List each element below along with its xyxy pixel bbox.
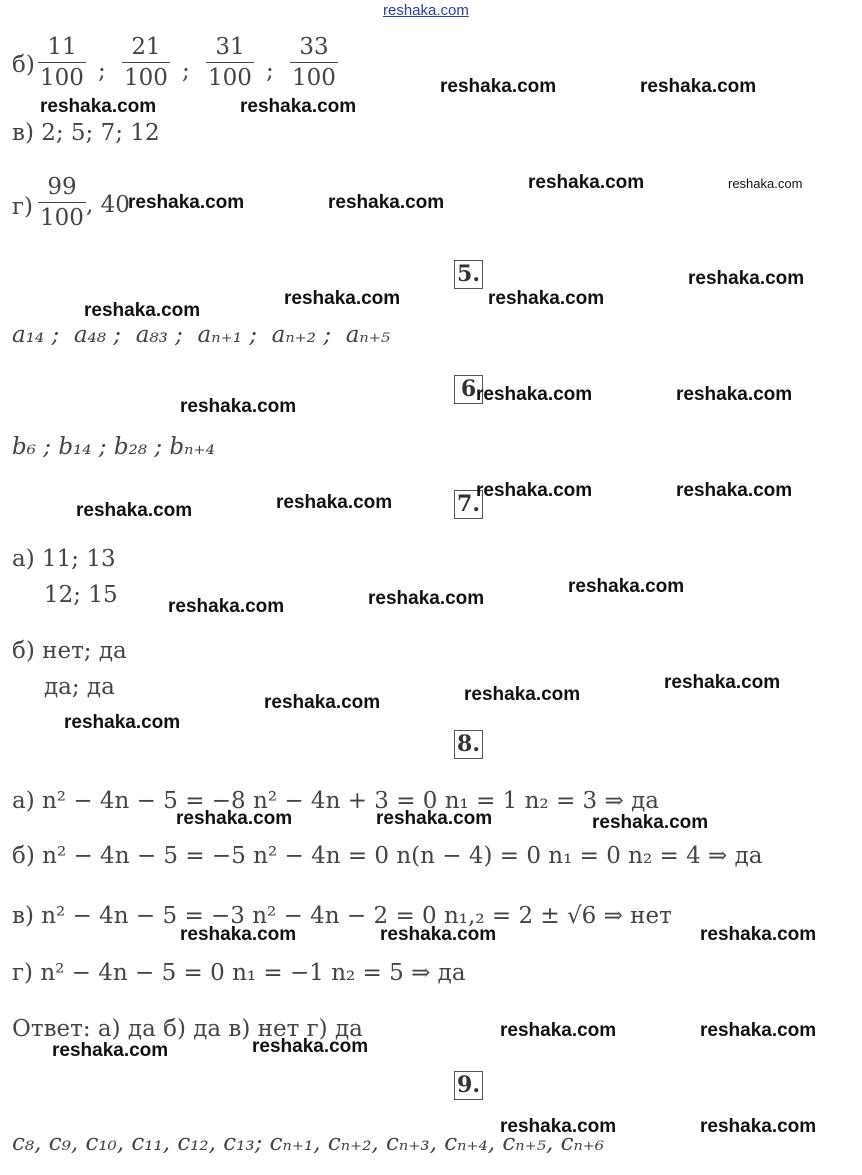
watermark[interactable]: reshaka.com [168, 596, 285, 617]
watermark[interactable]: reshaka.com [84, 300, 201, 321]
item-8a: а) n² − 4n − 5 = −8 n² − 4n + 3 = 0 n₁ = 1 n₂ = 3 ⇒ да [12, 788, 659, 814]
item-8b: б) n² − 4n − 5 = −5 n² − 4n = 0 n(n − 4) = 0 n₁ = 0 n₂ = 4 ⇒ да [12, 843, 763, 869]
watermark[interactable]: reshaka.com [240, 96, 357, 117]
sequence-a-terms [12, 322, 390, 348]
task-number-6: 6 [454, 375, 483, 404]
watermark[interactable]: reshaka.com [368, 588, 485, 609]
numerator: 31 [215, 34, 245, 60]
item-7a-line2: 12; 15 [44, 582, 118, 608]
watermark[interactable]: reshaka.com [180, 396, 297, 417]
watermark[interactable]: reshaka.com [176, 808, 293, 829]
watermark-top[interactable]: reshaka.com [383, 2, 469, 19]
watermark[interactable]: reshaka.com [476, 384, 593, 405]
watermark[interactable]: reshaka.com [640, 76, 757, 97]
sequence-c-terms: c₈, c₉, c₁₀, c₁₁, c₁₂, c₁₃; cₙ₊₁, cₙ₊₂, cₙ₊₃, cₙ₊₄, cₙ₊₅, cₙ₊₆ [12, 1130, 605, 1156]
watermark[interactable]: reshaka.com [500, 1116, 617, 1137]
watermark[interactable]: reshaka.com [328, 192, 445, 213]
denominator: 100 [38, 202, 86, 233]
watermark[interactable]: reshaka.com [676, 384, 793, 405]
item-7b-line2: да; да [44, 674, 115, 700]
watermark[interactable]: reshaka.com [264, 692, 381, 713]
watermark[interactable]: reshaka.com [500, 1020, 617, 1041]
watermark[interactable]: reshaka.com [664, 672, 781, 693]
separator: ; [182, 58, 190, 84]
watermark[interactable]: reshaka.com [676, 480, 793, 501]
watermark[interactable]: reshaka.com [592, 812, 709, 833]
fraction-21-100 [122, 32, 170, 93]
term: aₙ₊₁ ; [197, 322, 257, 348]
term: a₄₈ ; [73, 322, 122, 348]
watermark[interactable]: reshaka.com [728, 176, 803, 191]
item-7b-line1: б) нет; да [12, 638, 127, 664]
numerator: 21 [131, 34, 161, 60]
watermark[interactable]: reshaka.com [476, 480, 593, 501]
term: aₙ₊₅ [345, 322, 391, 348]
task-number-8: 8. [454, 730, 483, 759]
term: aₙ₊₂ ; [271, 322, 332, 348]
numerator: 11 [47, 34, 77, 60]
watermark[interactable]: reshaka.com [284, 288, 401, 309]
watermark[interactable]: reshaka.com [40, 96, 157, 117]
watermark[interactable]: reshaka.com [568, 576, 685, 597]
term: a₈₃ ; [135, 322, 183, 348]
watermark[interactable]: reshaka.com [700, 1020, 817, 1041]
numerator: 33 [299, 34, 329, 60]
watermark[interactable]: reshaka.com [376, 808, 493, 829]
numerator: 99 [47, 174, 77, 200]
denominator: 100 [122, 62, 170, 93]
watermark[interactable]: reshaka.com [488, 288, 605, 309]
watermark[interactable]: reshaka.com [700, 924, 817, 945]
separator: ; [266, 58, 274, 84]
watermark[interactable]: reshaka.com [700, 1116, 817, 1137]
item-8v: в) n² − 4n − 5 = −3 n² − 4n − 2 = 0 n₁,₂ = 2 ± √6 ⇒ нет [12, 903, 672, 929]
term: a₁₄ ; [12, 322, 60, 348]
watermark[interactable]: reshaka.com [440, 76, 557, 97]
watermark[interactable]: reshaka.com [688, 268, 805, 289]
denominator: 100 [38, 62, 86, 93]
watermark[interactable]: reshaka.com [52, 1040, 169, 1061]
task-number-5: 5. [454, 260, 483, 289]
watermark[interactable]: reshaka.com [464, 684, 581, 705]
denominator: 100 [290, 62, 338, 93]
fraction-99-100 [38, 172, 86, 233]
item-b-label: б) [12, 52, 35, 78]
watermark[interactable]: reshaka.com [180, 924, 297, 945]
item-g-tail: , 40 [86, 192, 130, 218]
sequence-b-terms: b₆ ; b₁₄ ; b₂₈ ; bₙ₊₄ [12, 434, 215, 460]
watermark[interactable]: reshaka.com [128, 192, 245, 213]
item-7a-line1: а) 11; 13 [12, 546, 116, 572]
task-number-7: 7. [454, 490, 483, 519]
item-v-line: в) 2; 5; 7; 12 [12, 120, 160, 146]
item-g-label: г) [12, 194, 34, 220]
fraction-33-100 [290, 32, 338, 93]
watermark[interactable]: reshaka.com [76, 500, 193, 521]
fraction-31-100 [206, 32, 254, 93]
watermark[interactable]: reshaka.com [276, 492, 393, 513]
item-8g: г) n² − 4n − 5 = 0 n₁ = −1 n₂ = 5 ⇒ да [12, 960, 466, 986]
fraction-11-100 [38, 32, 86, 93]
separator: ; [98, 58, 106, 84]
task-number-9: 9. [454, 1071, 483, 1100]
watermark[interactable]: reshaka.com [528, 172, 645, 193]
watermark[interactable]: reshaka.com [64, 712, 181, 733]
answer-line: Ответ: а) да б) да в) нет г) да [12, 1016, 363, 1042]
watermark[interactable]: reshaka.com [252, 1036, 369, 1057]
watermark[interactable]: reshaka.com [380, 924, 497, 945]
denominator: 100 [206, 62, 254, 93]
